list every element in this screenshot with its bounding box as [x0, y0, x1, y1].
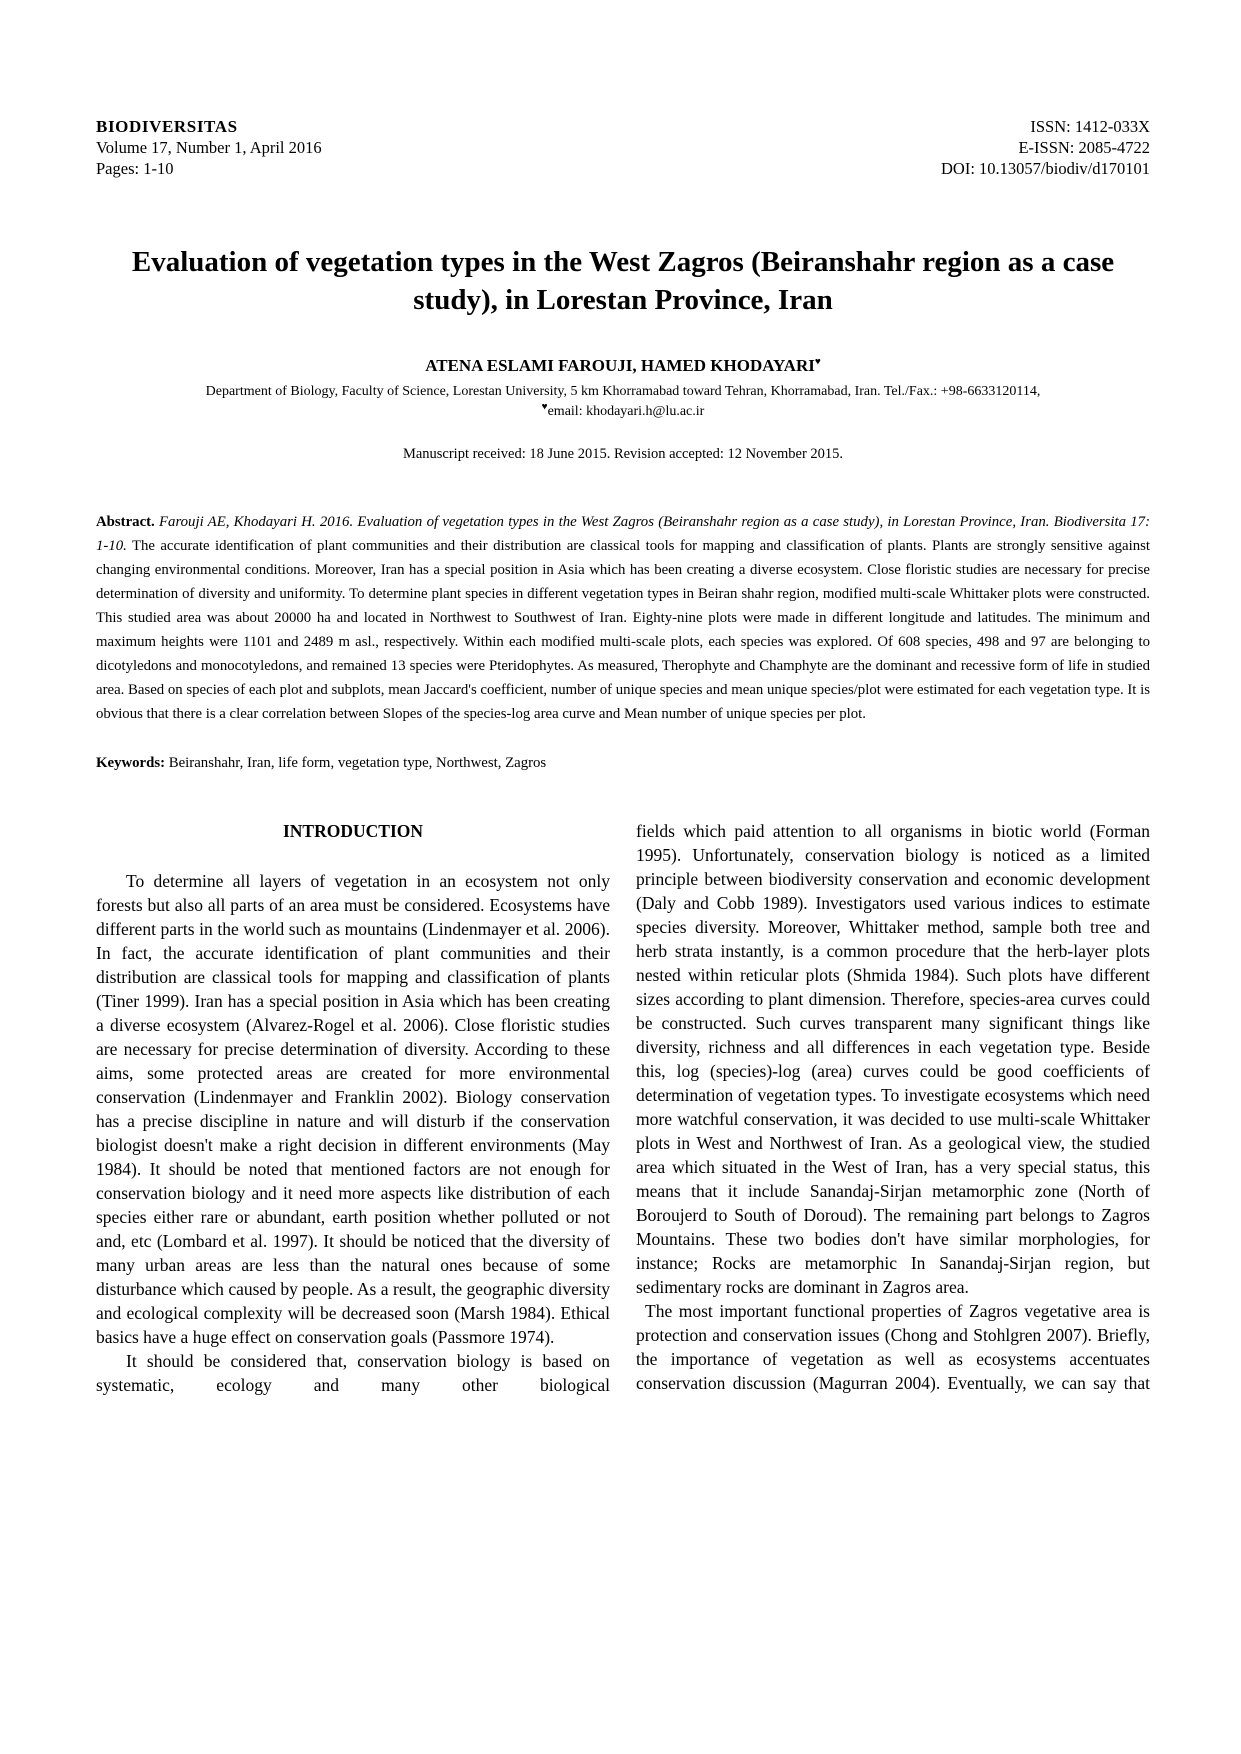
- email-line: email: khodayari.h@lu.ac.ir: [547, 404, 705, 419]
- journal-name: BIODIVERSITAS: [96, 117, 238, 136]
- eissn-line: E-ISSN: 2085-4722: [1018, 138, 1150, 157]
- introduction-heading: INTRODUCTION: [282, 821, 424, 841]
- journal-volume-line: Volume 17, Number 1, April 2016: [96, 138, 322, 157]
- keywords-line: [96, 753, 1150, 773]
- two-column-body: [96, 819, 1150, 1397]
- abstract-label: Abstract.: [96, 514, 155, 530]
- journal-pages-line: Pages: 1-10: [96, 159, 174, 178]
- intro-right-paragraph-2: The most important functional properties of Zagros vegetative area is protection and conservation issues (Chong and Stohlgren 2007). Briefly, the importance of vegetation as well as ecosystems accentuates conservation discussion (Magurran 2004). Eventually, we can say that: [636, 1301, 1150, 1393]
- authors-names: ATENA ESLAMI FAROUJI, HAMED KHODAYARI: [425, 356, 815, 375]
- affiliation-block: [96, 382, 1150, 422]
- intro-left-paragraph-1: To determine all layers of vegetation in an ecosystem not only forests but also all parts of an area must be considered. Ecosystems have different parts in the world such as mountains (Lindenmayer et al. 2006). In fact, the accurate identification of plant communities and their distribution are classical tools for mapping and classification of plants (Tiner 1999). Iran has a special position in Asia which has been creating a diverse ecosystem (Alvarez-Rogel et al. 2006). Close floristic studies are necessary for precise determination of diversity. According to these aims, some protected areas are created for more environmental conservation (Lindenmayer and Franklin 2002). Biology conservation has a precise discipline in nature and will disturb if the conservation biologist doesn't make a right decision in different environments (May 1984). It should be noted that mentioned factors are not enough for conservation biology and it need more aspects like distribution of each species either rare or abundant, earth position whether polluted or not and, etc (Lombard et al. 1997). It should be noticed that the diversity of many urban areas are less than the natural ones because of some disturbance which caused by people. As a result, the geographic diversity and ecological complexity will be decreased soon (Marsh 1984). Ethical basics have a huge effect on conservation goals (Passmore 1974).: [96, 871, 610, 1347]
- right-column: [636, 819, 1150, 1397]
- author-corresponding-mark: ♥: [814, 356, 821, 368]
- left-column: [96, 819, 610, 1397]
- abstract-paragraph: [96, 510, 1150, 726]
- email-line-wrap: [96, 402, 1150, 422]
- journal-header-left: [96, 116, 322, 179]
- email-corresponding-mark: ♥: [541, 401, 548, 413]
- intro-right-paragraph-1: fields which paid attention to all organisms in biotic world (Forman 1995). Unfortunately, conservation biology is noticed as a limited principle between biodiversity conservation and economic development (Daly and Cobb 1989). Investigators used various indices to estimate species diversity. Moreover, Whittaker method, sample both tree and herb strata instantly, is a common procedure that the herb-layer plots nested within reticular plots (Shmida 1984). Such plots have different sizes according to plant dimension. Therefore, species-area curves could be constructed. Such curves transparent many significant things like diversity, richness and all differences in each vegetation type. Beside this, log (species)-log (area) curves could be good coefficients of determination of vegetation types. To investigate ecosystems which need more watchful conservation, it was decided to use multi-scale Whittaker plots in West and Northwest of Iran. As a geological view, the studied area which situated in the West of Iran, has a very special status, this means that it include Sanandaj-Sirjan metamorphic zone (North of Boroujerd to South of Doroud). The remaining part belongs to Zagros Mountains. These two bodies don't have similar morphologies, for instance; Rocks are metamorphic In Sanandaj-Sirjan region, but sedimentary rocks are dominant in Zagros area.: [636, 821, 1150, 1297]
- intro-left-paragraph-2: It should be considered that, conservation biology is based on systematic, ecology and many other biological: [96, 1351, 610, 1395]
- article-title: Evaluation of vegetation types in the West Zagros (Beiranshahr region as a case study), in Lorestan Province, Iran: [131, 246, 1115, 316]
- abstract-body: The accurate identification of plant communities and their distribution are classical tools for mapping and classification of plants. Plants are strongly sensitive against changing environmental conditions. Moreover, Iran has a special position in Asia which has been creating a diverse ecosystem. Close floristic studies are necessary for precise determination of diversity and uniformity. To determine plant species in different vegetation types in Beiran shahr region, modified multi-scale Whittaker plots were constructed. This studied area was about 20000 ha and located in Northwest to Southwest of Iran. Eighty-nine plots were made in different longitude and latitudes. The minimum and maximum heights were 1101 and 2489 m asl., respectively. Within each modified multi-scale plots, each species was explored. Of 608 species, 498 and 97 are belonging to dicotyledons and monocotyledons, and remained 13 species were Pteridophytes. As measured, Therophyte and Champhyte are the dominant and recessive form of life in studied area. Based on species of each plot and subplots, mean Jaccard's coefficient, number of unique species and mean unique species/plot were estimated for each vegetation type. It is obvious that there is a clear correlation between Slopes of the species-log area curve and Mean number of unique species per plot.: [96, 538, 1150, 722]
- keywords-label: Keywords:: [96, 755, 166, 771]
- manuscript-dates-line: Manuscript received: 18 June 2015. Revision accepted: 12 November 2015.: [402, 446, 844, 462]
- authors-line: [96, 355, 1150, 377]
- affiliation-line: Department of Biology, Faculty of Science, Lorestan University, 5 km Khorramabad toward Tehran, Khorramabad, Iran. Tel./Fax.: +98-6633120114,: [205, 384, 1041, 399]
- journal-header: [96, 116, 1150, 179]
- doi-line: DOI: 10.13057/biodiv/d170101: [941, 159, 1150, 178]
- abstract-citation: Farouji AE, Khodayari H. 2016. Evaluation of vegetation types in the West Zagros (Beiranshahr region as a case study), in Lorestan Province, Iran. Biodiversita 17: 1-10.: [96, 514, 1150, 554]
- keywords-body: Beiranshahr, Iran, life form, vegetation type, Northwest, Zagros: [165, 755, 547, 771]
- issn-line: ISSN: 1412-033X: [1030, 117, 1150, 136]
- journal-header-right: [941, 116, 1150, 179]
